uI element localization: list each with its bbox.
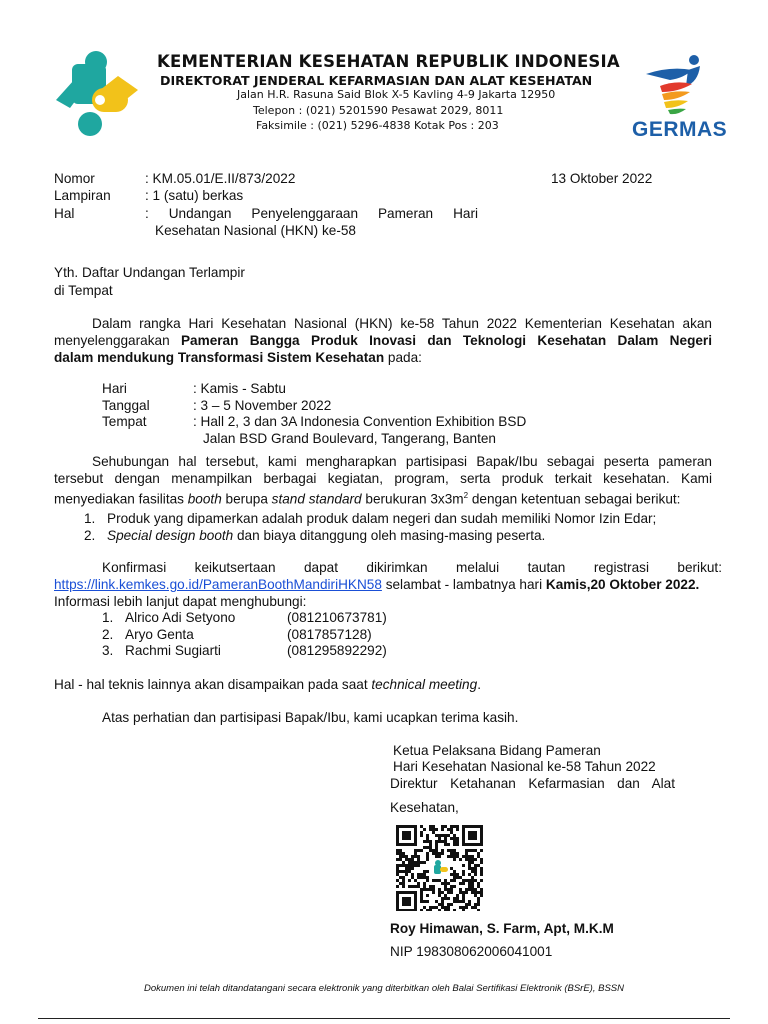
meta-hal-continuation: Kesehatan Nasional (HKN) ke-58: [155, 223, 356, 238]
meta-lampiran-value: : 1 (satu) berkas: [145, 188, 244, 203]
office-fax: Faksimile : (021) 5296-4838 Kotak Pos : 203: [256, 119, 499, 132]
event-venue-continuation: Jalan BSD Grand Boulevard, Tangerang, Banten: [203, 431, 496, 446]
paragraph-3-line-3: Informasi lebih lanjut dapat menghubungi:: [54, 594, 307, 609]
event-date-label: Tanggal: [102, 398, 150, 413]
requirement-1: Produk yang dipamerkan adalah produk dalam negeri dan sudah memiliki Nomor Izin Edar;: [107, 511, 657, 526]
footer-divider: [38, 1018, 730, 1019]
event-day-value: : Kamis - Sabtu: [193, 381, 286, 396]
contact-1-name: Alrico Adi Setyono: [125, 610, 236, 625]
letter-date: 13 Oktober 2022: [551, 171, 653, 186]
signature-title-1: Ketua Pelaksana Bidang Pameran: [393, 743, 601, 758]
signatory-nip: NIP 198308062006041001: [390, 944, 553, 959]
qr-code: [396, 825, 484, 911]
contact-2-phone: (0817857128): [287, 627, 372, 642]
requirement-1-number: 1.: [84, 511, 96, 526]
ministry-title: KEMENTERIAN KESEHATAN REPUBLIK INDONESIA: [157, 52, 620, 71]
event-date-value: : 3 – 5 November 2022: [193, 398, 332, 413]
meta-nomor-label: Nomor: [54, 171, 95, 186]
event-day-label: Hari: [102, 381, 127, 396]
contact-3-phone: (081295892292): [287, 643, 387, 658]
signatory-name: Roy Himawan, S. Farm, Apt, M.K.M: [390, 921, 614, 936]
directorate-title: DIREKTORAT JENDERAL KEFARMASIAN DAN ALAT KESEHATAN: [160, 73, 593, 88]
addressee: Yth. Daftar Undangan Terlampir: [54, 265, 245, 280]
germas-label: GERMAS: [632, 118, 728, 141]
event-venue-value: : Hall 2, 3 dan 3A Indonesia Convention Exhibition BSD: [193, 414, 527, 429]
kemenkes-logo: [52, 50, 142, 138]
paragraph-5: Atas perhatian dan partisipasi Bapak/Ibu, kami ucapkan terima kasih.: [102, 710, 519, 725]
paragraph-2-line-2: tersebut dengan menampilkan berbagai kegiatan, program, serta produk terkait kesehatan. Kami: [54, 471, 712, 486]
paragraph-4: Hal - hal teknis lainnya akan disampaikan pada saat technical meeting.: [54, 677, 481, 692]
meta-hal-value: : Undangan Penyelenggaraan Pameran Hari: [145, 206, 478, 221]
signature-title-3: Direktur Ketahanan Kefarmasian dan Alat: [390, 776, 675, 791]
contact-2-name: Aryo Genta: [125, 627, 194, 642]
signature-title-4: Kesehatan,: [390, 800, 459, 815]
meta-nomor-value: : KM.05.01/E.II/873/2022: [145, 171, 296, 186]
contact-1-number: 1.: [102, 610, 114, 625]
meta-hal-label: Hal: [54, 206, 75, 221]
contact-3-number: 3.: [102, 643, 114, 658]
requirement-2-number: 2.: [84, 528, 96, 543]
signature-title-2: Hari Kesehatan Nasional ke-58 Tahun 2022: [393, 759, 656, 774]
office-address: Jalan H.R. Rasuna Said Blok X-5 Kavling 4-9 Jakarta 12950: [237, 88, 556, 101]
paragraph-1-line-1: Dalam rangka Hari Kesehatan Nasional (HKN) ke-58 Tahun 2022 Kementerian Kesehatan akan: [92, 316, 712, 331]
registration-link[interactable]: https://link.kemkes.go.id/PameranBoothMandiriHKN58: [54, 577, 382, 592]
requirement-2: Special design booth dan biaya ditanggung oleh masing-masing peserta.: [107, 528, 546, 543]
contact-3-name: Rachmi Sugiarti: [125, 643, 221, 658]
meta-lampiran-label: Lampiran: [54, 188, 111, 203]
contact-1-phone: (081210673781): [287, 610, 387, 625]
paragraph-3-line-1: Konfirmasi keikutsertaan dapat dikirimkan melalui tautan registrasi berikut:: [102, 560, 722, 575]
event-venue-label: Tempat: [102, 414, 147, 429]
paragraph-1-line-2: menyelenggarakan Pameran Bangga Produk Inovasi dan Teknologi Kesehatan Dalam Negeri: [54, 333, 712, 348]
paragraph-1-line-3: dalam mendukung Transformasi Sistem Kesehatan pada:: [54, 350, 422, 365]
paragraph-2-line-3: menyediakan fasilitas booth berupa stand standard berukuran $3x3m^2$ dengan ketentuan sebagai berikut:: [54, 491, 681, 507]
addressee-place: di Tempat: [54, 283, 113, 298]
paragraph-3-line-2: https://link.kemkes.go.id/PameranBoothMandiriHKN58 selambat - lambatnya hari Kamis,20 Oktober 2022.: [54, 577, 700, 592]
office-phone: Telepon : (021) 5201590 Pesawat 2029, 8011: [253, 104, 504, 117]
e-signature-note: Dokumen ini telah ditandatangani secara elektronik yang diterbitkan oleh Balai Sertifikasi Elektronik (BSrE), BSSN: [144, 983, 624, 994]
paragraph-2-line-1: Sehubungan hal tersebut, kami mengharapkan partisipasi Bapak/Ibu sebagai peserta pameran: [92, 454, 712, 469]
germas-logo: [640, 52, 720, 118]
contact-2-number: 2.: [102, 627, 114, 642]
